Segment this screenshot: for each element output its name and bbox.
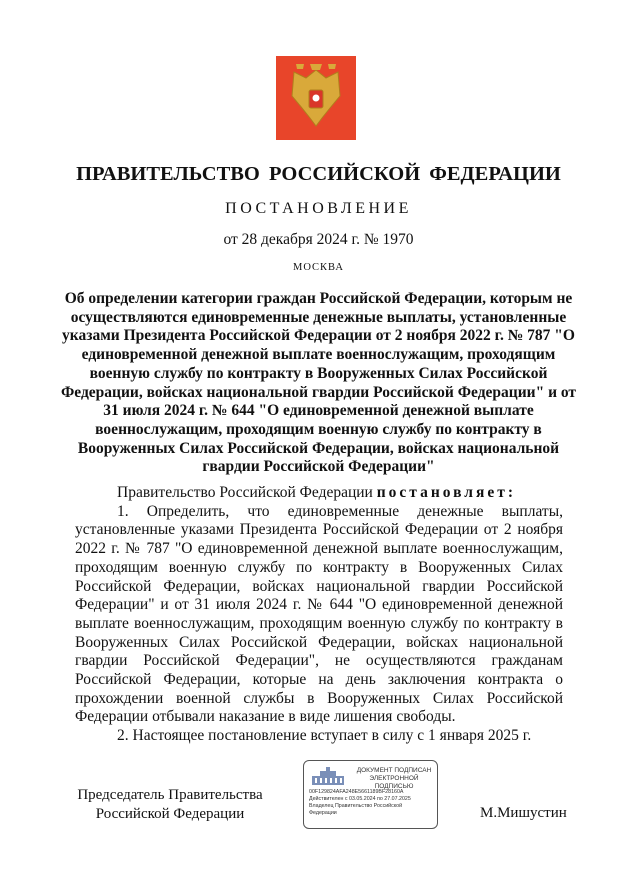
stamp-title: ДОКУМЕНТ ПОДПИСАН ЭЛЕКТРОННОЙ ПОДПИСЬЮ: [356, 767, 432, 790]
signer-title: Председатель Правительства Российской Федерации: [77, 787, 263, 822]
document-type: ПОСТАНОВЛЕНИЕ: [225, 200, 412, 217]
coat-of-arms-emblem: [276, 56, 356, 140]
paragraph-1: 1. Определить, что единовременные денежные выплаты, установленные указами Президента Российской Федерации от 2 ноября 2022 г. № 787 "О единовременной денежной выплате военнослужащим, проходящим военную службу по контракту в Вооруженных Силах Российской Федерации, войсках национальной гвардии Российской Федерации" и от 31 июля 2024 г. № 644 "О единовременной денежной выплате военнослужащим, проходящим военную службу по контракту в Вооруженных Силах Российской Федерации, войсках национальной гвардии Российской Федерации", не осуществляются гражданам Российской Федерации, которые на день заключения контракта о прохождении военной службы в Вооруженных Силах Российской Федерации отбывали наказание в виде лишения свободы.: [75, 502, 563, 726]
issuer-title: ПРАВИТЕЛЬСТВО РОССИЙСКОЙ ФЕДЕРАЦИИ: [76, 163, 561, 185]
stamp-validity: Действителен с 03.05.2024 по 27.07.2025: [309, 796, 411, 802]
intro-text: Правительство Российской Федерации: [117, 484, 373, 501]
document-heading: Об определении категории граждан Российской Федерации, которым не осуществляются единовременные денежные выплаты, установленные указами Президента Российской Федерации от 2 ноября 2022 г. № 787 "О единовременной денежной выплате военнослужащим, проходящим военную службу по контракту в Вооруженных Силах Российской Федерации, войсках национальной гвардии Российской Федерации" и от 31 июля 2024 г. № 644 "О единовременной денежной выплате военнослужащим, проходящим военную службу по контракту в Вооруженных Силах Российской Федерации, войсках национальной гвардии Российской Федерации": [60, 290, 577, 476]
paragraph-2: 2. Настоящее постановление вступает в силу с 1 января 2025 г.: [117, 727, 532, 745]
stamp-details: [309, 789, 424, 817]
intro-decree-word: постановляет:: [376, 484, 517, 501]
stamp-serial: 00F129824AFA248E5661189BF28160A: [309, 789, 404, 795]
document-body: [75, 484, 563, 746]
intro-paragraph: [75, 484, 563, 503]
document-date-number: от 28 декабря 2024 г. № 1970: [223, 231, 414, 248]
document-city: МОСКВА: [293, 262, 344, 273]
electronic-signature-stamp: [303, 760, 438, 829]
signer-name: М.Мишустин: [480, 805, 567, 821]
government-building-icon: [310, 766, 346, 786]
stamp-owner: Владелец Правительство Российской Федерации: [309, 803, 403, 816]
